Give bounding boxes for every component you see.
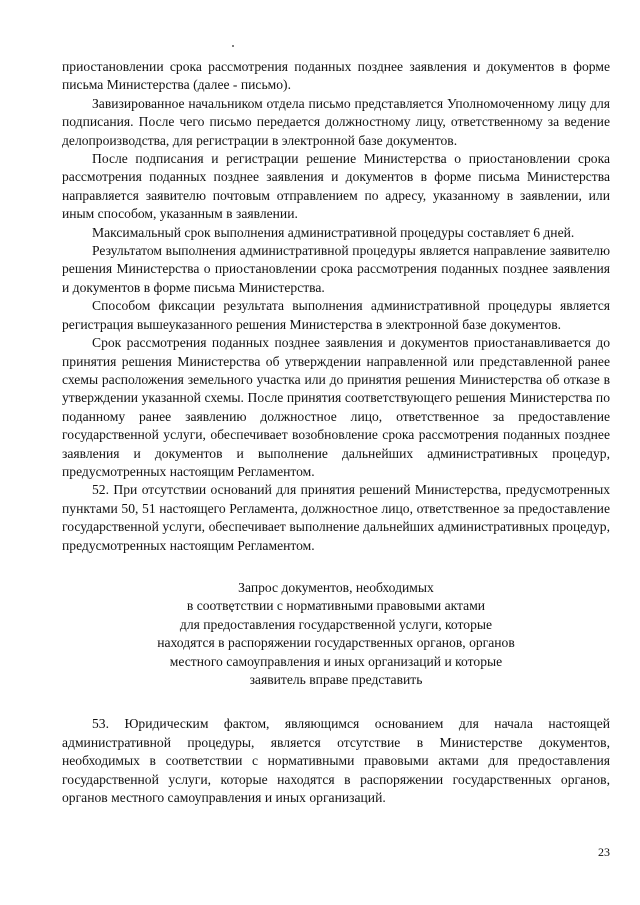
paragraph-endorsed-letter: Завизированное начальником отдела письмо представляется Уполномоченному лицу для подписания. После чего письмо передается должностному лицу, ответственному за ведение делопроизводства, для регистрации в электронной базе документов.	[62, 95, 610, 148]
section-heading	[62, 579, 610, 689]
heading-line: местного самоуправления и иных организаций и которые	[169, 653, 503, 669]
heading-line: в соответствии с нормативными правовыми актами	[186, 598, 486, 614]
page-number: 23	[598, 845, 610, 859]
paragraph-result: Результатом выполнения административной процедуры является направление заявителю решения Министерства о приостановлении срока рассмотрения поданных позднее заявления и документов в форме письма Министерства.	[62, 243, 610, 295]
paragraph-continuation: приостановлении срока рассмотрения поданных позднее заявления и документов в форме письма Министерства (далее - письмо).	[62, 59, 610, 93]
paragraph-max-duration: Максимальный срок выполнения административной процедуры составляет 6 дней.	[92, 224, 575, 240]
paragraph-suspension-period: Срок рассмотрения поданных позднее заявления и документов приостанавливается до принятия решения Министерства об утверждении направленной или представленной ранее схемы расположения земельного участка или до принятия решения Министерства об отказе в утверждении указанной схемы. После принятия соответствующего решения Министерства по поданному ранее заявлению должностное лицо, ответственное за предоставление государственной услуги, обеспечивает возобновление срока рассмотрения поданных позднее заявления и документов и выполнение дальнейших административных процедур, предусмотренных настоящим Регламентом.	[62, 335, 610, 479]
paragraph-after-signing: После подписания и регистрации решение Министерства о приостановлении срока рассмотрения поданных позднее заявления и документов в форме письма Министерства направляется заявителю почтовым отправлением по адресу, указанному в заявлении, или иным способом, указанным в заявлении.	[62, 151, 610, 222]
heading-line: для предоставления государственной услуги, которые	[179, 616, 493, 632]
heading-line: заявитель вправе представить	[249, 672, 423, 687]
body-text	[62, 58, 610, 807]
paragraph-fixation-method: Способом фиксации результата выполнения административной процедуры является регистрация вышеуказанного решения Министерства в электронной базе документов.	[62, 298, 610, 332]
heading-line: Запрос документов, необходимых	[238, 579, 434, 595]
paragraph-clause-52: 52. При отсутствии оснований для принятия решений Министерства, предусмотренных пунктами 50, 51 настоящего Регламента, должностное лицо, ответственное за предоставление государственной услуги, обеспечивает выполнение дальнейших административных процедур, предусмотренных настоящим Регламентом.	[62, 482, 610, 553]
scan-speck	[232, 45, 234, 47]
heading-line: находятся в распоряжении государственных органов, органов	[157, 635, 515, 651]
paragraph-clause-53: 53. Юридическим фактом, являющимся основанием для начала настоящей административной процедуры, является отсутствие в Министерстве документов, необходимых в соответствии с нормативными правовыми актами для предоставления государственной услуги, которые находятся в распоряжении государственных органов, органов местного самоуправления и иных организаций.	[62, 716, 610, 806]
